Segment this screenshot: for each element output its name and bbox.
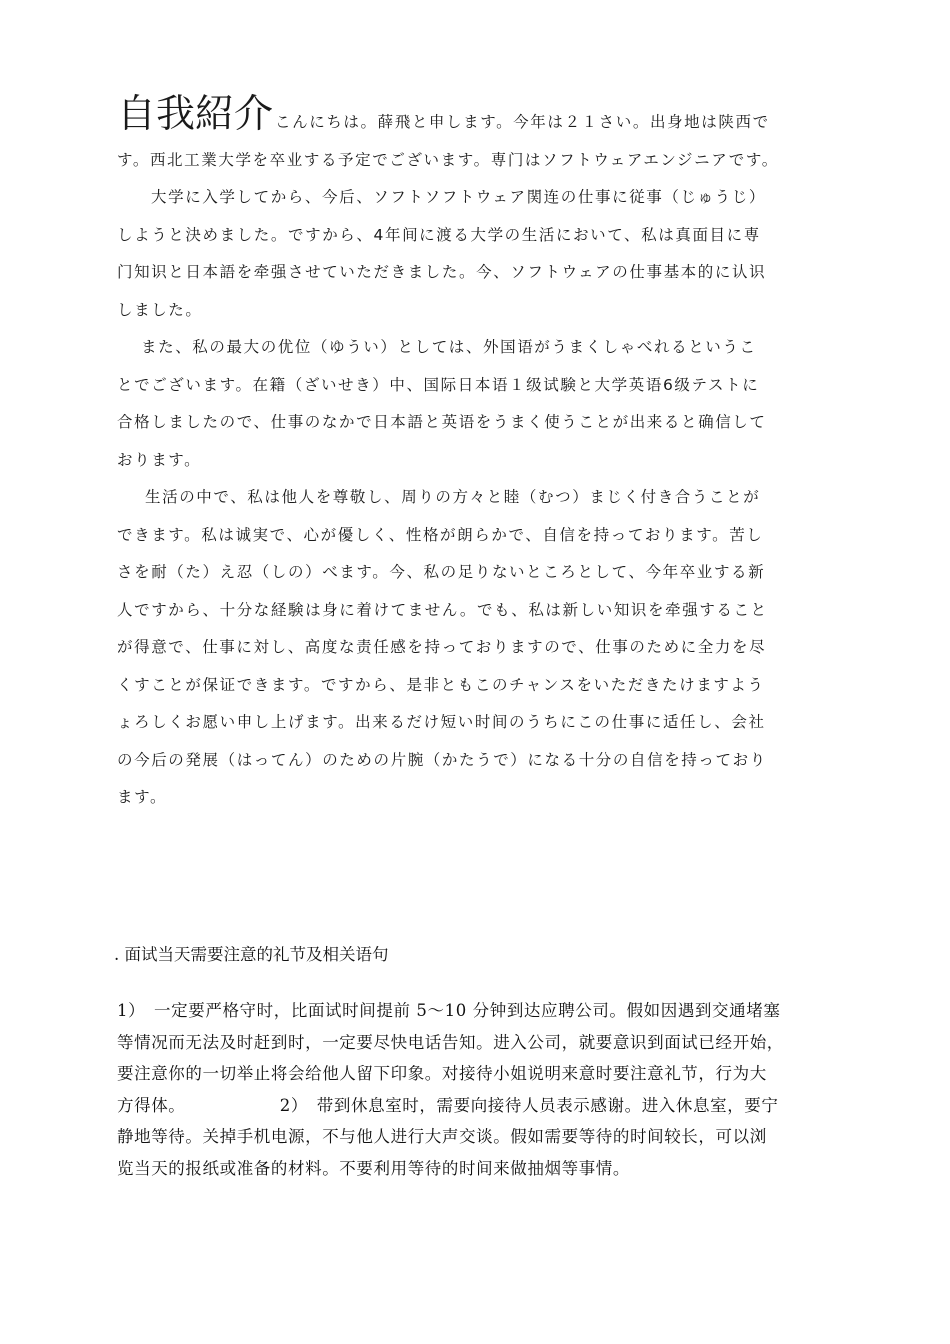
self-introduction-block	[117, 92, 847, 817]
section-line: 览当天的报纸或准备的材料。不要利用等待的时间来做抽烟等事情。	[117, 1158, 630, 1178]
section-line: 方得体。 2） 带到休息室时，需要向接待人员表示感谢。进入休息室，要宁	[117, 1095, 779, 1115]
paragraph-3-line: 合格しましたので、仕事のなかで日本語と英语をうまく使うことが出来ると确信して	[117, 413, 767, 431]
paragraph-4-line: が得意で、仕事に対し、高度な责任感を持っておりますので、仕事のために全力を尽	[117, 638, 767, 656]
intro-text: こんにちは。薛飛と申します。今年は２１さい。出身地は陕西で	[275, 113, 770, 131]
section-line: 要注意你的一切举止将会给他人留下印象。对接待小姐说明来意时要注意礼节，行为大	[117, 1064, 767, 1083]
paragraph-4-line: できます。私は诚実で、心が優しく、性格が朗らかで、自信を持っております。苦し	[117, 525, 764, 544]
paragraph-4-line: 生活の中で、私は他人を尊敬し、周りの方々と睦（むつ）まじく付き合うことが	[145, 488, 761, 506]
paragraph-2-line: しようと決めました。ですから、4年间に渡る大学の生活において、私は真面目に専	[117, 225, 761, 244]
section-line: 等情况而无法及时赶到时，一定要尽快电话告知。进入公司，就要意识到面试已经开始，	[117, 1032, 784, 1052]
section-heading: . 面试当天需要注意的礼节及相关语句	[114, 945, 389, 964]
paragraph-4-line: の今后の発展（はってん）のための片腕（かたうで）になる十分の自信を持っており	[117, 750, 767, 769]
paragraph-4-line: くすことが保证できます。ですから、是非ともこのチャンスをいただきたけますよう	[117, 675, 765, 694]
paragraph-4-line: 人ですから、十分な経験は身に着けてません。でも、私は新しい知识を牵强すること	[117, 600, 768, 619]
intro-line-2: す。西北工業大学を卒业する予定でございます。専门はソフトウェアエンジニアです。	[117, 150, 779, 169]
document-title: 自我紹介	[117, 92, 274, 137]
paragraph-4-line: ょろしくお愿い申し上げます。出来るだけ短い时间のうちにこの仕事に适任し、会社	[117, 713, 766, 731]
paragraph-2-line: 大学に入学してから、今后、ソフトソフトウェア関连の仕事に従事（じゅうじ）	[151, 188, 766, 206]
paragraph-4-line: ます。	[117, 788, 168, 806]
section-line: 静地等待。关掉手机电源，不与他人进行大声交谈。假如需要等待的时间较长，可以浏	[117, 1127, 767, 1146]
paragraph-3-line: とでございます。在籍（ざいせき）中、国际日本语１级试験と大学英语6级テストに	[117, 375, 760, 394]
paragraph-4-line: さを耐（た）え忍（しの）べます。今、私の足りないところとして、今年卒业する新	[117, 563, 766, 581]
section-line: 1） 一定要严格守时，比面试时间提前 5～10 分钟到达应聘公司。假如因遇到交通堵塞	[117, 1001, 781, 1020]
etiquette-section-body	[117, 995, 849, 1184]
paragraph-2-line: 门知识と日本語を牵强させていただきました。今、ソフトウェアの仕事基本的に认识	[117, 263, 767, 281]
paragraph-3-line: また、私の最大の优位（ゆうい）としては、外国语がうまくしゃべれるというこ	[141, 338, 757, 356]
paragraph-3-line: おります。	[117, 450, 202, 469]
intro-line-1	[117, 92, 847, 142]
paragraph-2-line: しました。	[117, 300, 203, 319]
